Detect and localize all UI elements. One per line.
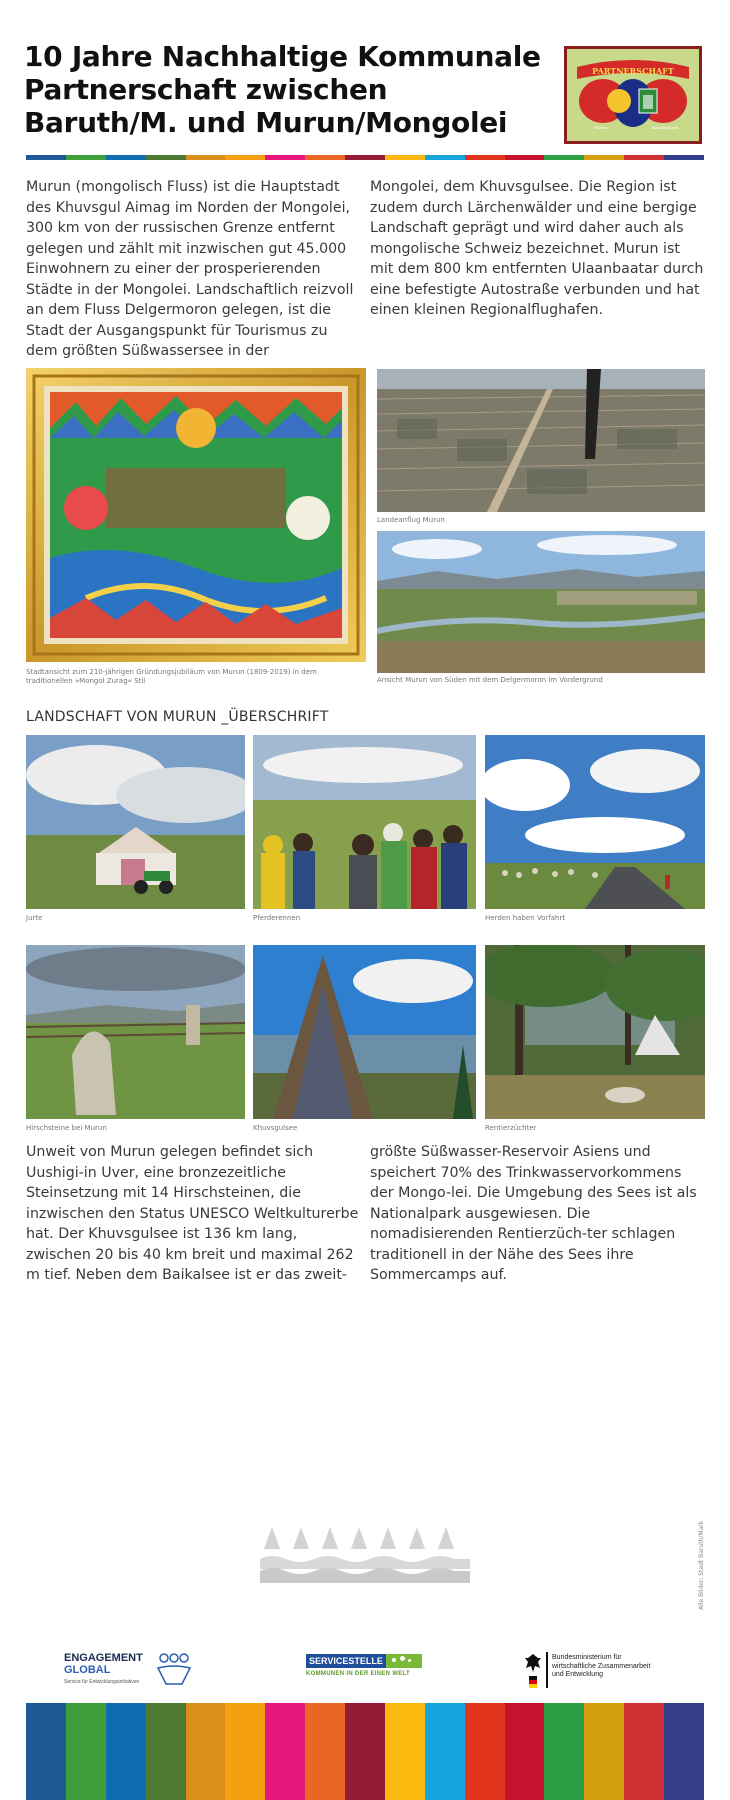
gallery-caption-4: Hirschsteine bei Murun [26,1124,107,1132]
logo-banner-text: PARTNERSCHAFT [592,66,674,76]
south-view-photo [377,531,705,673]
color-segment [664,155,704,160]
federal-eagle-icon [524,1652,542,1688]
color-segment [225,155,265,160]
engagement-global-sub: Service für Entwicklungsinitiativen [64,1679,140,1685]
color-segment [425,1703,465,1800]
bmz-line1: Bundesministerium für [552,1654,622,1661]
color-segment [624,155,664,160]
gallery-caption-5: Khuvsgulsee [253,1124,298,1132]
color-segment [664,1703,704,1800]
herd-photo [485,735,705,909]
color-segment [385,1703,425,1800]
body-column-right: größte Süßwasser-Reservoir Asiens und speichert 70% des Trinkwasservorkommens der Mongo-lei. Die Umgebung des Sees ist als Nationalpark ausgewiesen. Die nomadisierenden Rentierzüch-ter schlagen traditionell in der Nähe des Sees ihre Sommercamps auf. [370,1144,697,1283]
dots-icon [386,1654,422,1668]
color-segment [106,155,146,160]
color-segment [66,1703,106,1800]
color-segment [465,155,505,160]
horse-race-photo [253,735,476,909]
body-column-left: Unweit von Murun gelegen befindet sich Uushigi-in Uver, eine bronzezeitliche Steinsetzung mit 14 Hirschsteinen, die inzwischen den Status UNESCO Weltkulturerbe hat. Der Khuvsgulsee ist 136 km lang, zwischen 20 bis 40 km breit und maximal 262 m tief. Neben dem Baikalsee ist er das zweit- [26,1144,359,1283]
color-segment [186,155,226,160]
bmz-line3: und Entwicklung [552,1671,603,1678]
color-segment [624,1703,664,1800]
sdg-color-bar [26,1703,704,1800]
gallery-caption-3: Herden haben Vorfahrt [485,914,566,922]
color-segment [26,155,66,160]
gallery-caption-1: Jurte [26,914,43,922]
header-color-stripe [26,155,704,160]
photo-credit: Alle Bilder: Stadt Baruth/Mark [698,1520,705,1610]
south-view-caption: Ansicht Murun von Süden mit dem Delgermoron im Vordergrund [377,676,603,684]
color-segment [265,1703,305,1800]
color-segment [345,1703,385,1800]
intro-column-left: Murun (mongolisch Fluss) ist die Hauptstadt des Khuvsgul Aimag im Norden der Mongolei, 300 km von der russischen Grenze entfernt gelegen und zählt mit inzwischen gut 45.000 Einwohnern zu einer der prosperierenden Städte in der Mongolei. Landschaftlich reizvoll an dem Fluss Delgermoron gelegen, ist die Stadt der Ausgangspunkt für Tourismus zu dem größten Süßwassersee in der [26,179,354,359]
color-segment [225,1703,265,1800]
color-segment [505,155,545,160]
color-segment [66,155,106,160]
reindeer-herder-photo [485,945,705,1119]
section-heading: LANDSCHAFT VON MURUN _ÜBERSCHRIFT [26,709,329,725]
color-segment [544,155,584,160]
yurt-photo [26,735,245,909]
page-title: 10 Jahre Nachhaltige Kommunale Partnerschaft zwischen Baruth/M. und Murun/Mongolei [24,40,541,139]
color-segment [146,1703,186,1800]
color-segment [584,1703,624,1800]
gallery-caption-6: Rentierzüchter [485,1124,537,1132]
decorative-trees-waves-icon [258,1525,472,1585]
logo-right-text: Baruth/Mark [651,125,679,130]
color-segment [385,155,425,160]
bmz-logo [524,1652,674,1692]
color-segment [544,1703,584,1800]
color-segment [305,1703,345,1800]
lake-photo [253,945,476,1119]
color-segment [584,155,624,160]
color-segment [106,1703,146,1800]
color-segment [186,1703,226,1800]
partnership-logo [564,46,702,144]
intro-column-right: Mongolei, dem Khuvsgulsee. Die Region ist zudem durch Lärchenwälder und eine bergige Landschaft geprägt und wird daher auch als mongolische Schweiz bezeichnet. Murun ist mit dem 800 km entfernten Ulaanbaatar durch eine befestigte Autostraße verbunden und hat einen kleinen Regionalflughafen. [370,179,704,318]
color-segment [265,155,305,160]
color-segment [505,1703,545,1800]
engagement-global-logo [64,1652,204,1692]
partnership-logo-graphic [567,49,699,141]
deer-stones-photo [26,945,245,1119]
engagement-global-line2: GLOBAL [64,1664,111,1676]
engagement-global-line1: ENGAGEMENT [64,1652,143,1664]
landing-photo [377,369,705,512]
color-segment [465,1703,505,1800]
landing-caption: Landeanflug Murun [377,516,445,524]
logo-left-text: Mörön [594,125,608,130]
people-icon [154,1652,194,1686]
servicestelle-line1: SERVICESTELLE [306,1654,386,1668]
painting-caption: Stadtansicht zum 210-jährigen Gründungsjubiläum von Murun (1809-2019) in dem traditionellen »Mongol Zurag« Stil [26,668,317,685]
color-segment [146,155,186,160]
color-segment [345,155,385,160]
gallery-caption-2: Pferderennen [253,914,301,922]
color-segment [26,1703,66,1800]
servicestelle-logo [306,1654,436,1684]
color-segment [305,155,345,160]
bmz-line2: wirtschaftliche Zusammenarbeit [552,1662,651,1670]
color-segment [425,155,465,160]
painting-photo [26,368,366,662]
servicestelle-line2: KOMMUNEN IN DER EINEN WELT [306,1671,411,1677]
